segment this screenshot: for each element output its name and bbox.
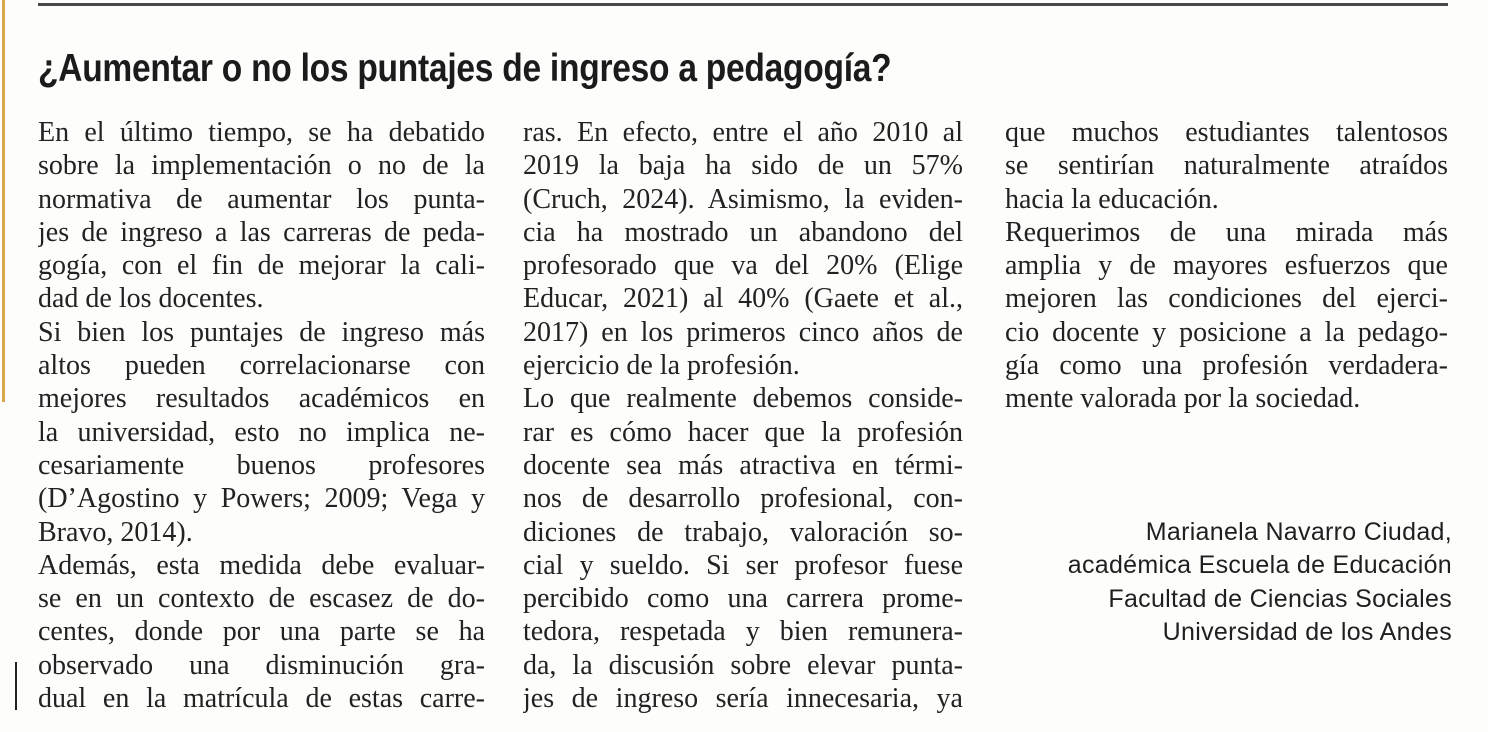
author-university: Universidad de los Andes (1162, 617, 1452, 646)
page-edge-accent (2, 0, 5, 402)
text-line: (Cruch, 2024). Asimismo, la eviden- (523, 183, 963, 215)
text-line: ras. En efecto, entre el año 2010 al (523, 117, 963, 148)
text-line: observado una disminución gra- (38, 649, 485, 681)
text-line: se sentirían naturalmente atraídos (1005, 150, 1448, 182)
text-line: Si bien los puntajes de ingreso más (38, 316, 485, 348)
text-line: jes de ingreso a las carreras de peda- (38, 216, 485, 248)
text-line: En el último tiempo, se ha debatido (38, 117, 485, 148)
text-line: Lo que realmente debemos conside- (523, 383, 963, 415)
text-line: cio docente y posicione a la pedago- (1005, 316, 1448, 348)
top-divider (38, 3, 1448, 6)
text-line: percibido como una carrera prome- (523, 583, 963, 615)
text-line: cial y sueldo. Si ser profesor fuese (523, 549, 963, 581)
text-line: Además, esta medida debe evaluar- (38, 549, 485, 581)
text-line: cia ha mostrado un abandono del (523, 216, 963, 248)
text-line: mejoren las condiciones del ejerci- (1005, 283, 1448, 315)
text-line: diciones de trabajo, valoración so- (523, 516, 963, 548)
text-line: profesorado que va del 20% (Elige (523, 250, 963, 282)
text-line: ejercicio de la profesión. (523, 350, 800, 382)
article-column-2 (523, 116, 963, 715)
text-line: mente valorada por la sociedad. (1005, 383, 1361, 415)
text-line: dual en la matrícula de estas carre- (38, 683, 485, 715)
text-line: da, la discusión sobre elevar punta- (523, 649, 963, 681)
author-role: académica Escuela de Educación (1067, 551, 1452, 580)
author-signature (1068, 516, 1452, 649)
text-line: nos de desarrollo profesional, con- (523, 483, 963, 515)
text-line: Educar, 2021) al 40% (Gaete et al., (523, 283, 963, 315)
text-line: Bravo, 2014). (38, 516, 193, 548)
article-title: ¿Aumentar o no los puntajes de ingreso a pedagogía? (38, 47, 892, 90)
text-line: tedora, respetada y bien remunera- (523, 616, 963, 648)
author-faculty: Facultad de Ciencias Sociales (1108, 584, 1452, 613)
text-line: dad de los docentes. (38, 283, 264, 315)
text-line: 2017) en los primeros cinco años de (523, 316, 963, 348)
text-line: cesariamente buenos profesores (38, 449, 485, 481)
text-line: Requerimos de una mirada más (1005, 216, 1448, 248)
text-line: altos pueden correlacionarse con (38, 350, 485, 382)
column-edge-mark (15, 662, 17, 710)
text-line: gogía, con el fin de mejorar la cali- (38, 250, 485, 282)
article-column-1 (38, 116, 485, 715)
text-line: que muchos estudiantes talentosos (1005, 117, 1448, 148)
text-line: jes de ingreso sería innecesaria, ya (523, 683, 963, 715)
text-line: gía como una profesión verdadera- (1005, 350, 1448, 382)
text-line: la universidad, esto no implica ne- (38, 416, 485, 448)
text-line: docente sea más atractiva en térmi- (523, 449, 963, 481)
text-line: amplia y de mayores esfuerzos que (1005, 250, 1448, 282)
author-name: Marianela Navarro Ciudad, (1145, 518, 1452, 546)
text-line: se en un contexto de escasez de do- (38, 583, 485, 615)
text-line: rar es cómo hacer que la profesión (523, 416, 963, 448)
text-line: 2019 la baja ha sido de un 57% (523, 150, 963, 182)
text-line: centes, donde por una parte se ha (38, 616, 485, 648)
text-line: sobre la implementación o no de la (38, 150, 485, 182)
text-line: mejores resultados académicos en (38, 383, 485, 415)
text-line: hacia la educación. (1005, 183, 1219, 215)
article-column-3 (1005, 116, 1448, 416)
text-line: normativa de aumentar los punta- (38, 183, 485, 215)
text-line: (D’Agostino y Powers; 2009; Vega y (38, 483, 485, 515)
